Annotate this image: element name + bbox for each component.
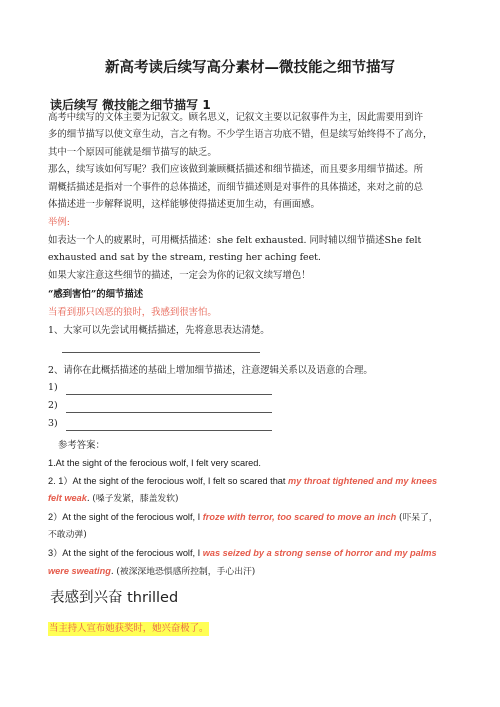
task-2: 2、请你在此概括描述的基础上增加细节描述，注意逻辑关系以及语意的合理。: [48, 365, 373, 376]
blank-number: 3): [48, 418, 58, 429]
answer-blank-line[interactable]: [66, 412, 272, 413]
reference-answers: [48, 455, 468, 581]
answer-text: 2）At the sight of the ferocious wolf, I: [48, 511, 203, 522]
answer-translation: . (嗓子发紧，膝盖发软): [86, 494, 179, 505]
answer-highlight: was seized by a strong sense of horror and my palms: [202, 547, 437, 558]
example-label: 举例:: [48, 217, 70, 228]
example-line: exhausted and sat by the stream, resting her aching feet.: [48, 252, 321, 264]
answer-highlight: my throat tightened and my knees: [288, 475, 438, 486]
answer-line: [48, 563, 468, 582]
answer-blank-line[interactable]: [66, 394, 272, 395]
task-1: 1、大家可以先尝试用概括描述，先将意思表达清楚。: [48, 325, 270, 336]
example-line: 如果大家注意这些细节的描述，一定会为你的记叙文续写增色！: [48, 269, 311, 281]
intro-paragraph: [48, 109, 458, 213]
answer-line: 1.At the sight of the ferocious wolf, I felt very scared.: [48, 458, 261, 468]
example-line: 如表达一个人的疲累时，可用概括描述：she felt exhausted. 同时辅以细节描述She felt: [48, 235, 422, 246]
answer-translation: (吓呆了，: [396, 512, 438, 523]
answer-line: [48, 490, 468, 509]
intro-line: 那么，续写该如何写呢？我们应该做到兼顾概括描述和细节描述，而且要多用细节描述。所: [48, 164, 424, 176]
answer-line: [48, 509, 468, 528]
intro-line: 体描述进一步解释说明，这样能够使得描述更加生动，有画面感。: [48, 199, 320, 211]
answer-highlight: felt weak: [48, 493, 87, 504]
topic-prompt: 当看到那只凶恶的狼时，我感到很害怕。: [48, 307, 217, 318]
page-title: 新高考读后续写高分素材—微技能之细节描写: [105, 60, 395, 76]
intro-line: 多的细节描写以使文章生动，言之有物。不少学生语言功底不错，但是续写始终得不了高分，: [48, 129, 433, 141]
answer-text: 3）At the sight of the ferocious wolf, I: [48, 547, 203, 558]
thrilled-heading: 表感到兴奋 thrilled: [50, 590, 179, 606]
answer-highlight: were sweating: [48, 565, 111, 576]
section-heading: 读后续写 微技能之细节描写 1: [50, 98, 211, 112]
answer-translation: 不敢动弹): [48, 530, 87, 541]
answer-line: [48, 473, 468, 491]
intro-line: 高考中续写的文体主要为记叙文。顾名思义，记叙文主要以记叙事件为主，因此需要用到许: [48, 112, 424, 123]
blank-number: 1): [48, 382, 58, 393]
intro-line: 其中一个原因可能就是细节描写的缺乏。: [48, 146, 217, 158]
answer-translation: . (被深深地恐惧感所控制，手心出汗): [110, 566, 256, 577]
thrilled-prompt: 当主持人宣布她获奖时，她兴奋极了。: [49, 623, 209, 634]
answer-blank-line[interactable]: [66, 430, 272, 431]
topic-heading: “感到害怕”的细节描述: [48, 289, 144, 300]
intro-line: 谓概括描述是指对一个事件的总体描述，而细节描述则是对事件的具体描述，来对之前的总: [48, 181, 424, 193]
answer-text: 2. 1）At the sight of the ferocious wolf, I felt so scared that: [48, 475, 289, 486]
answer-blank-line[interactable]: [62, 352, 260, 353]
blank-number: 2): [48, 400, 58, 411]
reference-label: 参考答案：: [58, 440, 105, 451]
example-paragraph: [48, 232, 468, 284]
answer-highlight: froze with terror, too scared to move an inch: [202, 511, 397, 522]
answer-line: [48, 545, 468, 563]
